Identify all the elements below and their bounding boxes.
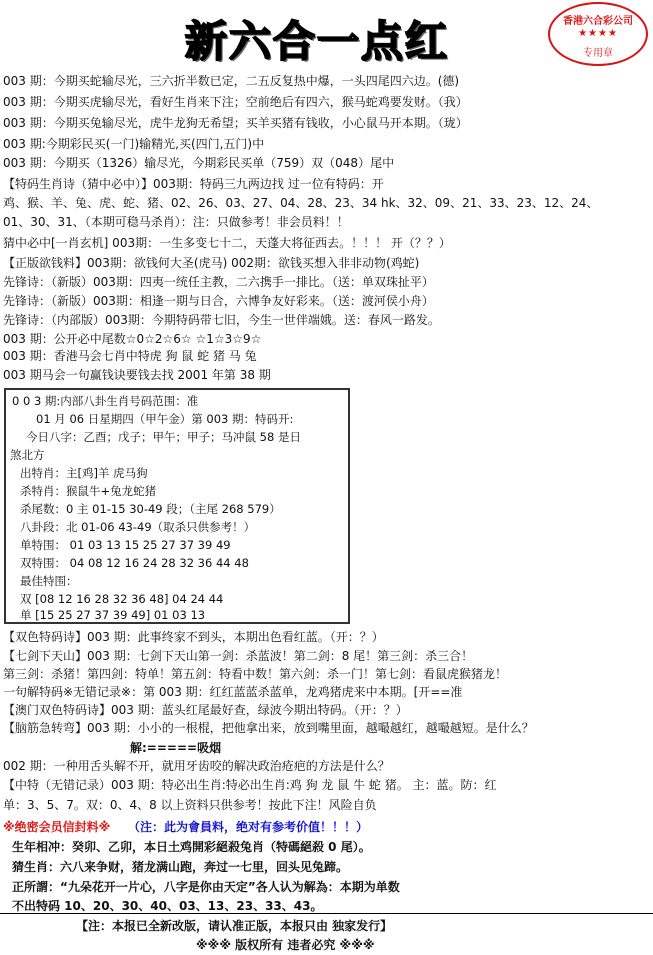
text-line: 003 期：香港马会七肖中特虎 狗 鼠 蛇 猪 马 兔 bbox=[3, 349, 257, 363]
text-line: 【特码生肖诗（猜中必中）】003期：特码三九两边找 过一位有特码：开 bbox=[3, 177, 384, 191]
vip-item: 正所謂：“九朵花开一片心，八字是你由天定”各人认为解為：本期为单数 bbox=[12, 880, 400, 894]
bagua-info-box bbox=[4, 388, 350, 624]
text-line: 先锋诗：（新版）003期：四夷一统任主教，二六携手一排比。（送：单双珠扯平） bbox=[3, 275, 434, 289]
box-line: 单 [15 25 27 37 39 49] 01 03 13 bbox=[20, 608, 206, 622]
box-line: 杀特肖：猴鼠牛+兔龙蛇猪 bbox=[20, 484, 157, 498]
text-line: 003 期：今期买虎输尽光，看好生肖来下注；空前绝后有四六，猴马蛇鸡要发财。（我） bbox=[3, 95, 468, 109]
vip-heading: ※绝密会员信封料※ bbox=[3, 820, 111, 834]
box-line: 今日八字：乙酉；戊子；甲午；甲子；马冲鼠 58 是日 bbox=[26, 430, 301, 444]
vip-note: （注：此为會員料，绝对有参考价值！！！） bbox=[128, 820, 369, 834]
text-line: 003 期：今期买兔输尽光，虎牛龙狗无希望；买羊买猪有钱收，小心鼠马开本期。（珑） bbox=[3, 116, 468, 130]
box-line: 01 月 06 日星期四（甲午金）第 003 期：特码开: bbox=[36, 412, 294, 426]
vip-item: 猜生肖：六八来争财，猪龙满山跑，奔过一七里，回头见兔蹄。 bbox=[12, 860, 349, 874]
box-line: 单特围： 01 03 13 15 25 27 37 39 49 bbox=[20, 538, 231, 552]
text-line: 【中特（无错记录）003 期：特必出生肖:特必出生肖:鸡 狗 龙 鼠 牛 蛇 猪。 主：蓝。防：红 bbox=[3, 778, 497, 792]
box-line: 八卦段：北 01-06 43-49（取杀只供参考！） bbox=[20, 520, 256, 534]
text-line: 003 期：今期买蛇输尽光，三六折半数已定，二五反复热中爆，一头四尾四六边。(德) bbox=[3, 74, 460, 88]
box-line: 煞北方 bbox=[10, 448, 45, 462]
text-line: 003 期：今期买（1326）输尽光，今期彩民买单（759）双（048）尾中 bbox=[3, 156, 395, 170]
vip-item: 不出特码 10、20、30、40、03、13、23、33、43。 bbox=[12, 899, 323, 913]
text-line: 【双色特码诗】003 期：此事终家不到头，本期出色看红蓝。（开：？） bbox=[3, 630, 384, 644]
seal-bottom-text: 专用章 bbox=[583, 48, 613, 59]
text-line: 第三剑：杀猪！第四剑：特单！第五剑：特看中数！第六剑：杀一门！第七剑：看鼠虎猴猪龙！ bbox=[3, 667, 508, 681]
text-line: 先锋诗：（内部版）003期：今期特码带七旧，今生一世伴端娥。送：春风一路发。 bbox=[3, 313, 440, 327]
text-line: 一句解特码※无错记录※：第 003 期：红红蓝蓝杀蓝单，龙鸡猪虎来中本期。[开==准 bbox=[3, 685, 463, 699]
text-line: 003 期：公开必中尾数☆0☆2☆6☆ ☆1☆3☆9☆ bbox=[3, 332, 262, 346]
box-line: 最佳特围： bbox=[20, 574, 78, 588]
page-title: 新六合一点红 bbox=[185, 17, 450, 66]
text-line: 猜中必中[一肖玄机] 003期：一生多变七十二，天蓬大将征西去。！！！ 开（？？） bbox=[3, 236, 451, 250]
vip-item: 生年相冲：癸卯、乙卯，本日土鸡開彩絕殺兔肖（特碼絕殺 0 尾）。 bbox=[12, 840, 371, 854]
text-line: 先锋诗：（新版）003期：相逢一期与日合，六博争友好彩来。（送：渡河侯小舟） bbox=[3, 294, 434, 308]
box-line: 双 [08 12 16 28 32 36 48] 04 24 44 bbox=[20, 592, 224, 606]
text-line: 003 期马会一句赢钱诀要钱去找 2001 年第 38 期 bbox=[3, 368, 271, 382]
text-line: 003 期:今期彩民买(一门)输精光,买(四门,五门)中 bbox=[3, 137, 265, 151]
box-line: 出特肖：主[鸡]羊 虎马狗 bbox=[20, 466, 148, 480]
header bbox=[0, 0, 653, 72]
company-seal bbox=[548, 2, 648, 66]
box-line: 双特围： 04 08 12 16 24 28 32 36 44 48 bbox=[20, 556, 249, 570]
footer-copyright: ※※※ 版权所有 违者必究 ※※※ bbox=[196, 938, 375, 952]
seal-top-text: 香港六合彩公司 bbox=[563, 16, 633, 27]
text-line: 【正版欲钱料】003期：欲钱何大圣(虎马) 002期：欲钱买想入非非动物(鸡蛇) bbox=[3, 256, 420, 270]
text-line: 单：3、5、7。双：0、4、8 以上资料只供参考！按此下注！风险自负 bbox=[3, 798, 377, 812]
seal-stars: ★★★★ bbox=[578, 28, 618, 39]
footer-notice: 【注：本报已全新改版，请认准正版，本报只由 独家发行】 bbox=[76, 919, 393, 933]
riddle-answer: 解:=====吸烟 bbox=[130, 741, 222, 755]
text-line: 【澳门双色特码诗】003 期：蓝头红尾最好查，绿波今期出特码。（开：？） bbox=[3, 703, 408, 717]
text-line: 【七剑下天山】003 期：七剑下天山第一剑：杀蓝波！第二剑：8 尾！第三剑：杀三合！ bbox=[3, 649, 474, 663]
text-line: 002 期：一种用舌头解不开，就用牙齿咬的解决政治疮疤的方法是什么？ bbox=[3, 759, 390, 773]
text-line: 01、30、31、（本期可稳马杀肖）：注：只做参考！非会员料！！ bbox=[3, 215, 349, 229]
text-line: 鸡、猴、羊、兔、虎、蛇、猪、02、26、03、27、04、28、23、34 hk、32、09、21、33、23、12、24、 bbox=[3, 196, 599, 210]
text-line: 【脑筋急转弯】003 期：小小的一根棍，把他拿出来，放到嘴里面，越嘬越红，越嘬越短。是什么？ bbox=[3, 721, 534, 735]
box-line: 杀尾数：0 主 01-15 30-49 段；（主尾 268 579） bbox=[20, 502, 281, 516]
box-line: 0 0 3 期:内部八卦生肖号码范围：准 bbox=[12, 394, 199, 408]
divider bbox=[0, 913, 653, 914]
